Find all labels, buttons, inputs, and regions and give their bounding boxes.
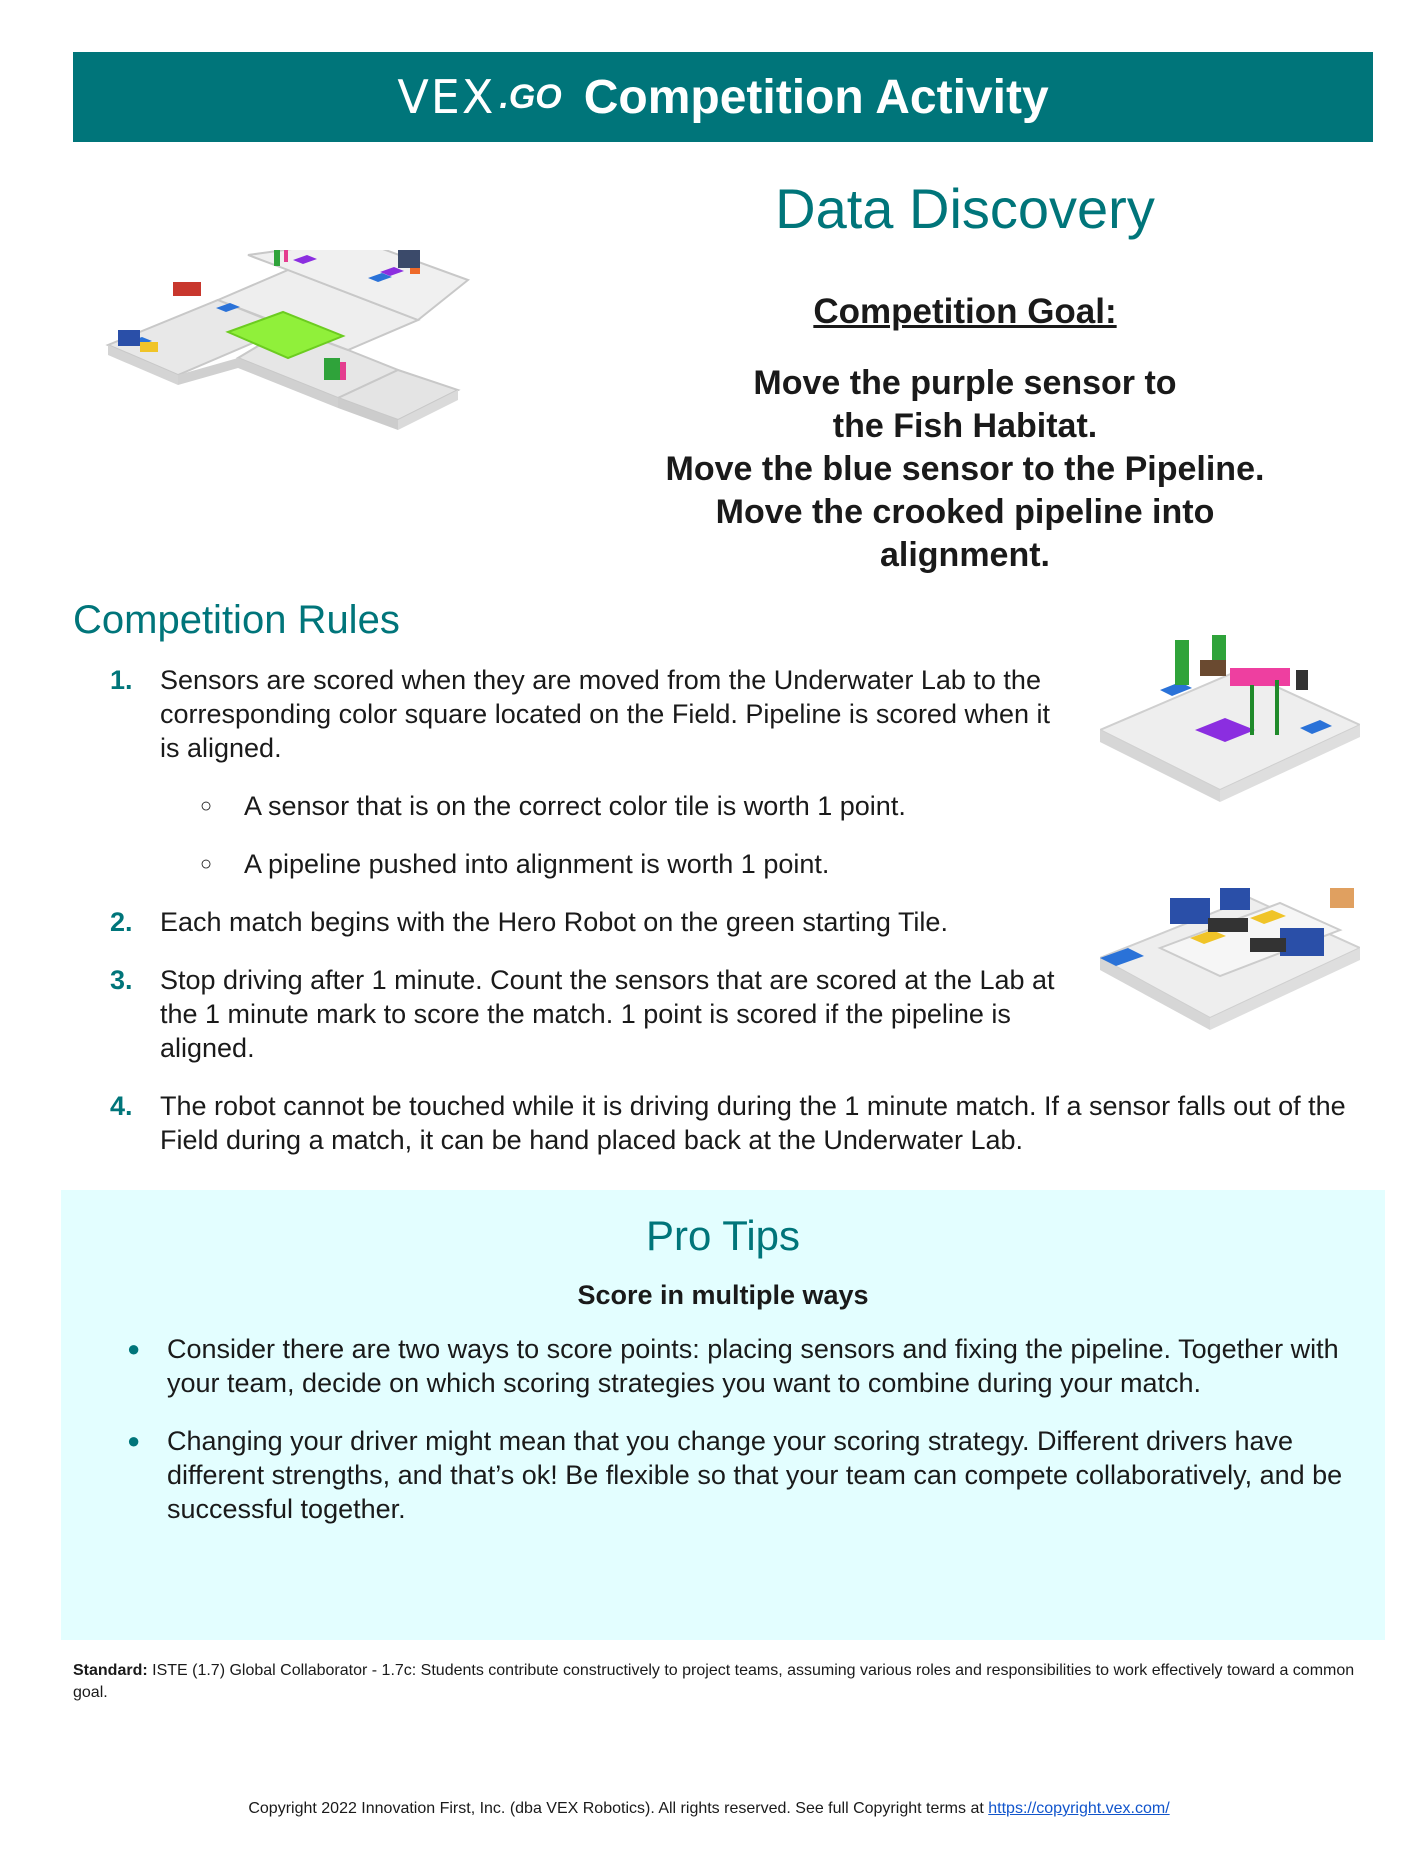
circle-bullet-icon: ○ (200, 795, 213, 817)
rule-text: The robot cannot be touched while it is driving during the 1 minute match. If a sensor falls out of the Field during a match, it can be hand placed back at the Underwater Lab. (160, 1091, 1346, 1155)
tip-item (127, 1332, 1367, 1400)
rule-item (110, 905, 1070, 939)
rule-item (110, 963, 1090, 1065)
vex-go-logo (397, 70, 561, 124)
field-illustration (98, 250, 558, 495)
standard-label: Standard: (73, 1662, 148, 1679)
brand-go: .GO (499, 77, 562, 116)
standard-text: ISTE (1.7) Global Collaborator - 1.7c: Students contribute constructively to project teams, assuming various roles and responsibilities to work effectively toward a common goal. (73, 1662, 1355, 1701)
rule-item (110, 1089, 1360, 1157)
rule-text: Stop driving after 1 minute. Count the sensors that are scored at the Lab at the 1 minute mark to score the match. 1 point is scored if the pipeline is aligned. (160, 965, 1055, 1063)
goal-line: Move the crooked pipeline into (715, 493, 1215, 531)
goal-line: the Fish Habitat. (832, 407, 1098, 445)
page-title: Data Discovery (775, 177, 1155, 240)
header-title: Competition Activity (583, 70, 1049, 124)
rule-item (110, 663, 1070, 765)
bullet-icon: ● (127, 1336, 141, 1361)
rule-number: 4. (110, 1091, 133, 1121)
pro-tips-list (127, 1332, 1367, 1550)
goal-line: Move the blue sensor to the Pipeline. (665, 450, 1265, 488)
copyright-link[interactable]: https://copyright.vex.com/ (988, 1800, 1170, 1817)
tip-text: Changing your driver might mean that you change your scoring strategy. Different drivers have different strengths, and that’s ok! Be flexible so that your team can compete collaboratively, and be successful together. (167, 1426, 1343, 1524)
rule-text: Sensors are scored when they are moved from the Underwater Lab to the corresponding color square located on the Field. Pipeline is scored when it is aligned. (160, 665, 1051, 763)
rule-sub-text: A sensor that is on the correct color tile is worth 1 point. (244, 791, 906, 821)
competition-goal-heading: Competition Goal: (813, 292, 1117, 331)
competition-rules-heading: Competition Rules (73, 598, 400, 642)
competition-goal-text (610, 362, 1320, 577)
tip-text: Consider there are two ways to score points: placing sensors and fixing the pipeline. Together with your team, decide on which scoring strategies you want to combine during your match. (167, 1334, 1339, 1398)
pro-tips-subheading: Score in multiple ways (577, 1280, 869, 1310)
standard-note (73, 1660, 1373, 1704)
tip-item (127, 1424, 1367, 1526)
goal-line: Move the purple sensor to (753, 364, 1177, 402)
bullet-icon: ● (127, 1428, 141, 1453)
pro-tips-heading: Pro Tips (645, 1212, 801, 1259)
brand-vex: VEX (397, 70, 496, 124)
rule-sub-text: A pipeline pushed into alignment is worth 1 point. (244, 849, 830, 879)
fish-habitat-photo (1100, 620, 1360, 835)
pro-tips-box (61, 1190, 1385, 1640)
rule-number: 3. (110, 965, 133, 995)
rule-number: 2. (110, 907, 133, 937)
underwater-lab-photo (1100, 858, 1360, 1083)
copyright-footer (0, 1800, 1418, 1818)
circle-bullet-icon: ○ (200, 853, 213, 875)
goal-line: alignment. (879, 536, 1051, 574)
rule-text: Each match begins with the Hero Robot on the green starting Tile. (160, 907, 948, 937)
header-bar (73, 52, 1373, 142)
copyright-text: Copyright 2022 Innovation First, Inc. (dba VEX Robotics). All rights reserved. See full Copyright terms at (248, 1800, 984, 1817)
rule-number: 1. (110, 665, 133, 695)
